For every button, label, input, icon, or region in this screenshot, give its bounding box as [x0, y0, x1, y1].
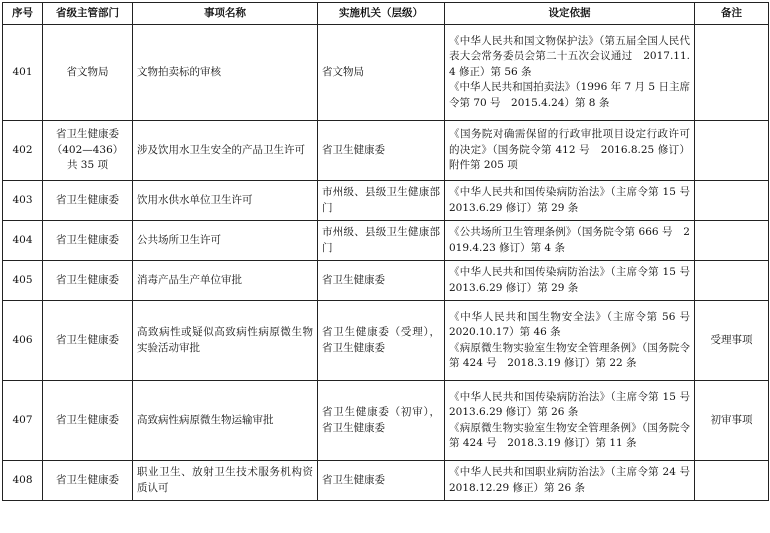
table-row — [3, 461, 769, 501]
dept-line: （402—436） — [51, 143, 124, 156]
basis-line: 《中华人民共和国文物保护法》（第五届全国人民代表大会常务委员会第二十五次会议通过 2017.11.4 修正）第 56 条 — [449, 34, 690, 78]
row-basis — [445, 25, 695, 121]
row-number: 406 — [3, 301, 43, 381]
row-note — [695, 25, 769, 121]
row-note: 初审事项 — [695, 381, 769, 461]
basis-line: 《中华人民共和国拍卖法》（1996 年 7 月 5 日主席令第 70 号 2015.4.24）第 8 条 — [449, 81, 690, 109]
row-agency: 市州级、县级卫生健康部门 — [318, 181, 445, 221]
basis-line: 《中华人民共和国传染病防治法》（主席令第 15 号 2013.6.29 修订）第 29 条 — [449, 266, 701, 294]
row-dept — [43, 221, 133, 261]
row-agency: 省卫生健康委（初审），省卫生健康委 — [318, 381, 445, 461]
row-number: 407 — [3, 381, 43, 461]
basis-line: 《中华人民共和国生物安全法》（主席令第 56 号 2020.10.17）第 46 条 — [449, 310, 701, 338]
document-page — [2, 2, 769, 501]
basis-line: 《国务院对确需保留的行政审批项目设定行政许可的决定》（国务院令第 412 号 2016.8.25 修订）附件第 205 项 — [449, 128, 690, 172]
administrative-items-table — [2, 2, 769, 501]
row-note — [695, 221, 769, 261]
row-agency: 省卫生健康委（受理），省卫生健康委 — [318, 301, 445, 381]
row-item: 职业卫生、放射卫生技术服务机构资质认可 — [133, 461, 318, 501]
row-dept — [43, 381, 133, 461]
row-item: 高致病性病原微生物运输审批 — [133, 381, 318, 461]
dept-line: 共 35 项 — [66, 159, 109, 172]
row-basis — [445, 121, 695, 181]
row-item: 公共场所卫生许可 — [133, 221, 318, 261]
row-dept — [43, 261, 133, 301]
table-row — [3, 181, 769, 221]
row-basis — [445, 301, 701, 381]
basis-line: 《中华人民共和国传染病防治法》（主席令第 15 号 2013.6.29 修订）第 26 条 — [449, 390, 701, 418]
table-row — [3, 381, 769, 461]
row-item: 消毒产品生产单位审批 — [133, 261, 318, 301]
header-basis: 设定依据 — [445, 3, 695, 25]
row-dept — [43, 25, 133, 121]
basis-line: 《病原微生物实验室生物安全管理条例》（国务院令第 424 号 2018.3.19 修订）第 22 条 — [449, 341, 690, 369]
row-basis — [445, 381, 701, 461]
row-dept — [43, 121, 133, 181]
row-number: 403 — [3, 181, 43, 221]
row-basis — [445, 261, 701, 301]
row-number: 404 — [3, 221, 43, 261]
row-number: 402 — [3, 121, 43, 181]
row-item: 文物拍卖标的审核 — [133, 25, 318, 121]
dept-line: 省卫生健康委 — [56, 193, 119, 206]
row-note — [695, 261, 769, 301]
dept-line: 省卫生健康委 — [56, 473, 119, 486]
row-dept — [43, 461, 133, 501]
header-agency: 实施机关（层级） — [318, 3, 445, 25]
row-dept — [43, 301, 133, 381]
row-number: 408 — [3, 461, 43, 501]
row-number: 405 — [3, 261, 43, 301]
row-note — [695, 121, 769, 181]
row-basis — [445, 461, 701, 501]
dept-line: 省卫生健康委 — [56, 413, 119, 426]
row-note — [695, 461, 769, 501]
header-dept: 省级主管部门 — [43, 3, 133, 25]
dept-line: 省卫生健康委 — [56, 128, 119, 141]
basis-line: 《中华人民共和国职业病防治法》（主席令第 24 号 2018.12.29 修正）第 26 条 — [449, 466, 701, 494]
basis-line: 《病原微生物实验室生物安全管理条例》（国务院令第 424 号 2018.3.19 修订）第 11 条 — [449, 421, 690, 449]
dept-line: 省卫生健康委 — [56, 273, 119, 286]
table-row — [3, 121, 769, 181]
row-dept — [43, 181, 133, 221]
row-agency: 省卫生健康委 — [318, 121, 445, 181]
row-item: 涉及饮用水卫生安全的产品卫生许可 — [133, 121, 318, 181]
row-note: 受理事项 — [695, 301, 769, 381]
table-row — [3, 301, 769, 381]
row-agency: 市州级、县级卫生健康部门 — [318, 221, 445, 261]
row-basis — [445, 181, 701, 221]
row-agency: 省卫生健康委 — [318, 461, 445, 501]
row-number: 401 — [3, 25, 43, 121]
row-agency: 省文物局 — [318, 25, 445, 121]
basis-line: 《公共场所卫生管理条例》（国务院令第 666 号 2019.4.23 修订）第 4 条 — [449, 226, 690, 254]
table-header-row — [3, 3, 769, 25]
table-row — [3, 25, 769, 121]
row-agency: 省卫生健康委 — [318, 261, 445, 301]
basis-line: 《中华人民共和国传染病防治法》（主席令第 15 号 2013.6.29 修订）第 29 条 — [449, 186, 701, 214]
header-item: 事项名称 — [133, 3, 318, 25]
row-note — [695, 181, 769, 221]
row-item: 饮用水供水单位卫生许可 — [133, 181, 318, 221]
row-item: 高致病性或疑似高致病性病原微生物实验活动审批 — [133, 301, 318, 381]
table-row — [3, 221, 769, 261]
dept-line: 省卫生健康委 — [56, 233, 119, 246]
dept-line: 省卫生健康委 — [56, 333, 119, 346]
row-basis — [445, 221, 695, 261]
header-no: 序号 — [3, 3, 43, 25]
dept-line: 省文物局 — [66, 65, 109, 78]
header-note: 备注 — [695, 3, 769, 25]
table-row — [3, 261, 769, 301]
